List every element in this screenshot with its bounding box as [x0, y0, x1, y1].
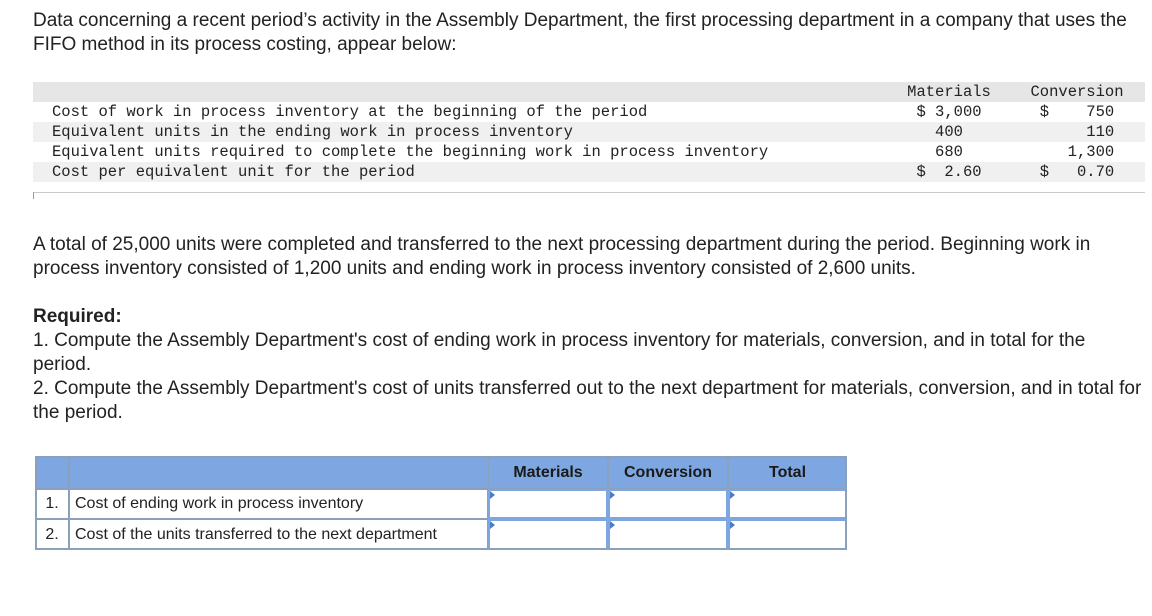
conversion-value: $ 0.70 [1039, 163, 1115, 181]
cell-marker-icon [610, 491, 615, 499]
row-label: Cost of work in process inventory at the beginning of the period [52, 103, 648, 121]
ending-wip-conversion-input[interactable] [608, 489, 728, 519]
ending-wip-total-input[interactable] [728, 489, 847, 519]
table-divider-tick [33, 192, 34, 199]
conversion-value: $ 750 [1039, 103, 1115, 121]
table-divider [33, 192, 1145, 193]
row-label: Equivalent units required to complete the beginning work in process inventory [52, 143, 769, 161]
conversion-value: 1,300 [1039, 143, 1115, 161]
materials-value: $ 2.60 [916, 163, 982, 181]
ending-wip-materials-input[interactable] [488, 489, 608, 519]
transferred-conversion-input[interactable] [608, 519, 728, 550]
materials-value: 680 [935, 143, 963, 161]
data-row-complete-eu [33, 142, 1145, 162]
transferred-total-input[interactable] [728, 519, 847, 550]
cell-marker-icon [610, 521, 615, 529]
required-item-1: 1. Compute the Assembly Department's cost of ending work in process inventory for materials, conversion, and in total for the period. [33, 330, 1086, 375]
units-paragraph: A total of 25,000 units were completed and transferred to the next processing department during the period. Beginning work in process inventory consisted of 1,200 units and ending work in process inventory consisted of 2,600 units. [33, 234, 1091, 279]
transferred-materials-input[interactable] [488, 519, 608, 550]
cell-marker-icon [730, 521, 735, 529]
cell-marker-icon [730, 491, 735, 499]
answer-table [35, 456, 847, 550]
materials-value: 400 [935, 123, 963, 141]
conversion-header: Conversion [1030, 83, 1124, 101]
row-label: Cost per equivalent unit for the period [52, 163, 415, 181]
materials-value: $ 3,000 [916, 103, 982, 121]
cell-marker-icon [490, 521, 495, 529]
row-label-transferred-out: Cost of the units transferred to the next department [69, 519, 488, 550]
data-row-ending-eu [33, 122, 1145, 142]
data-table-header-row [33, 82, 1145, 102]
data-row-beginning-cost [33, 102, 1145, 122]
conversion-value: 110 [1039, 123, 1115, 141]
required-item-2: 2. Compute the Assembly Department's cost of units transferred out to the next department for materials, conversion, and in total for the period. [33, 378, 1142, 423]
required-heading: Required: [33, 306, 122, 327]
materials-header: Materials [907, 83, 991, 101]
row-label-ending-wip: Cost of ending work in process inventory [69, 489, 488, 519]
row-number: 2. [35, 519, 69, 550]
answer-header-label [69, 456, 522, 489]
answer-header-num [35, 456, 69, 489]
answer-header-materials: Materials [488, 456, 608, 489]
intro-text: Data concerning a recent period’s activity in the Assembly Department, the first processing department in a company that uses the FIFO method in its process costing, appear below: [33, 10, 1127, 55]
row-label: Equivalent units in the ending work in process inventory [52, 123, 573, 141]
data-row-cost-per-eu [33, 162, 1145, 182]
required-section [33, 305, 1148, 425]
answer-header-conversion: Conversion [608, 456, 728, 489]
row-number: 1. [35, 489, 69, 519]
answer-header-total: Total [728, 456, 847, 489]
cell-marker-icon [490, 491, 495, 499]
